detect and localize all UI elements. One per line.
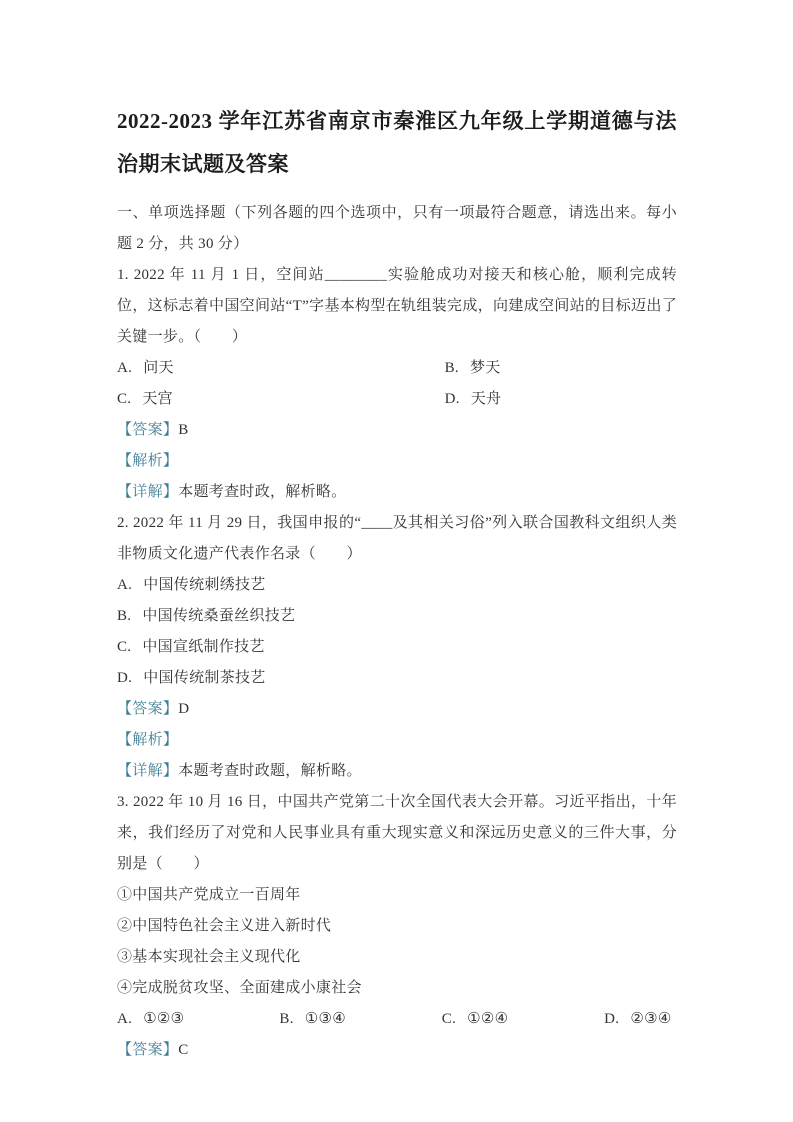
section-heading: 一、单项选择题（下列各题的四个选项中，只有一项最符合题意，请选出来。每小题 2 分，共 30 分）: [117, 205, 677, 252]
statement-item-2: ②中国特色社会主义进入新时代: [117, 918, 332, 934]
answer-line: [117, 1035, 677, 1066]
option-d: [445, 384, 677, 415]
answer-line: [117, 415, 677, 446]
statement-item-3: ③基本实现社会主义现代化: [117, 949, 301, 965]
option-text: 中国宣纸制作技艺: [142, 639, 265, 655]
detail-text: 本题考查时政，解析略。: [178, 484, 347, 500]
answer-line: [117, 694, 677, 725]
option-label: B.: [279, 1011, 294, 1027]
question-stem: 3. 2022 年 10 月 16 日，中国共产党第二十次全国代表大会开幕。习近平指出，十年来，我们经历了对党和人民事业具有重大现实意义和深远历史意义的三件大事，分别是（ ）: [117, 794, 677, 872]
option-label: D.: [444, 391, 460, 407]
option-text: ①②③: [143, 1011, 185, 1027]
detail-line: [117, 477, 677, 508]
option-label: A.: [117, 360, 133, 376]
option-text: 问天: [143, 360, 174, 376]
option-c: [117, 632, 677, 663]
answer-marker: 【答案】: [117, 701, 179, 717]
answer-value: B: [178, 422, 189, 438]
detail-marker: 【详解】: [117, 484, 179, 500]
option-text: 天舟: [470, 391, 502, 407]
option-a: [117, 1004, 279, 1035]
option-b: [279, 1004, 441, 1035]
answer-marker: 【答案】: [117, 1042, 179, 1058]
analysis-marker: 【解析】: [117, 453, 179, 469]
option-d: [117, 663, 677, 694]
option-label: B.: [117, 608, 132, 624]
option-d: [604, 1004, 677, 1035]
option-c: [442, 1004, 604, 1035]
option-c: [117, 384, 445, 415]
detail-text: 本题考查时政题，解析略。: [178, 763, 362, 779]
statement-item-1: ①中国共产党成立一百周年: [117, 887, 301, 903]
answer-value: C: [178, 1042, 189, 1058]
detail-line: [117, 756, 677, 787]
question-block-2: [117, 508, 677, 787]
detail-marker: 【详解】: [117, 763, 179, 779]
option-label: C.: [441, 1011, 457, 1027]
option-label: B.: [444, 360, 459, 376]
option-text: ①②④: [467, 1011, 509, 1027]
document-title: 2022-2023 学年江苏省南京市秦淮区九年级上学期道德与法治期末试题及答案: [117, 109, 677, 176]
option-text: 中国传统刺绣技艺: [143, 577, 266, 593]
option-label: C.: [117, 639, 132, 655]
option-label: D.: [604, 1011, 620, 1027]
question-block-1: [117, 260, 677, 508]
option-label: A.: [117, 577, 133, 593]
option-label: A.: [117, 1011, 133, 1027]
question-block-3: [117, 787, 677, 1066]
options-list: [117, 570, 677, 694]
options-grid: [117, 353, 677, 415]
option-label: D.: [117, 670, 133, 686]
option-a: [117, 353, 445, 384]
option-text: ①③④: [304, 1011, 346, 1027]
option-a: [117, 570, 677, 601]
options-grid: [117, 1004, 677, 1035]
option-text: 中国传统桑蚕丝织技艺: [142, 608, 296, 624]
option-text: ②③④: [630, 1011, 672, 1027]
analysis-line: [117, 446, 677, 477]
option-label: C.: [117, 391, 132, 407]
option-b: [117, 601, 677, 632]
analysis-marker: 【解析】: [117, 732, 179, 748]
statement-item-4: ④完成脱贫攻坚、全面建成小康社会: [117, 980, 362, 996]
option-b: [445, 353, 677, 384]
question-stem: 1. 2022 年 11 月 1 日，空间站________实验舱成功对接天和核心舱，顺利完成转位，这标志着中国空间站“T”字基本构型在轨组装完成，向建成空间站的目标迈出了关键一步。（ ）: [117, 267, 677, 345]
option-text: 天宫: [142, 391, 173, 407]
analysis-line: [117, 725, 677, 756]
answer-marker: 【答案】: [117, 422, 179, 438]
question-stem: 2. 2022 年 11 月 29 日，我国申报的“____及其相关习俗”列入联合国教科文组织人类非物质文化遗产代表作名录（ ）: [117, 515, 677, 562]
option-text: 中国传统制茶技艺: [143, 670, 266, 686]
answer-value: D: [178, 701, 190, 717]
option-text: 梦天: [469, 360, 501, 376]
